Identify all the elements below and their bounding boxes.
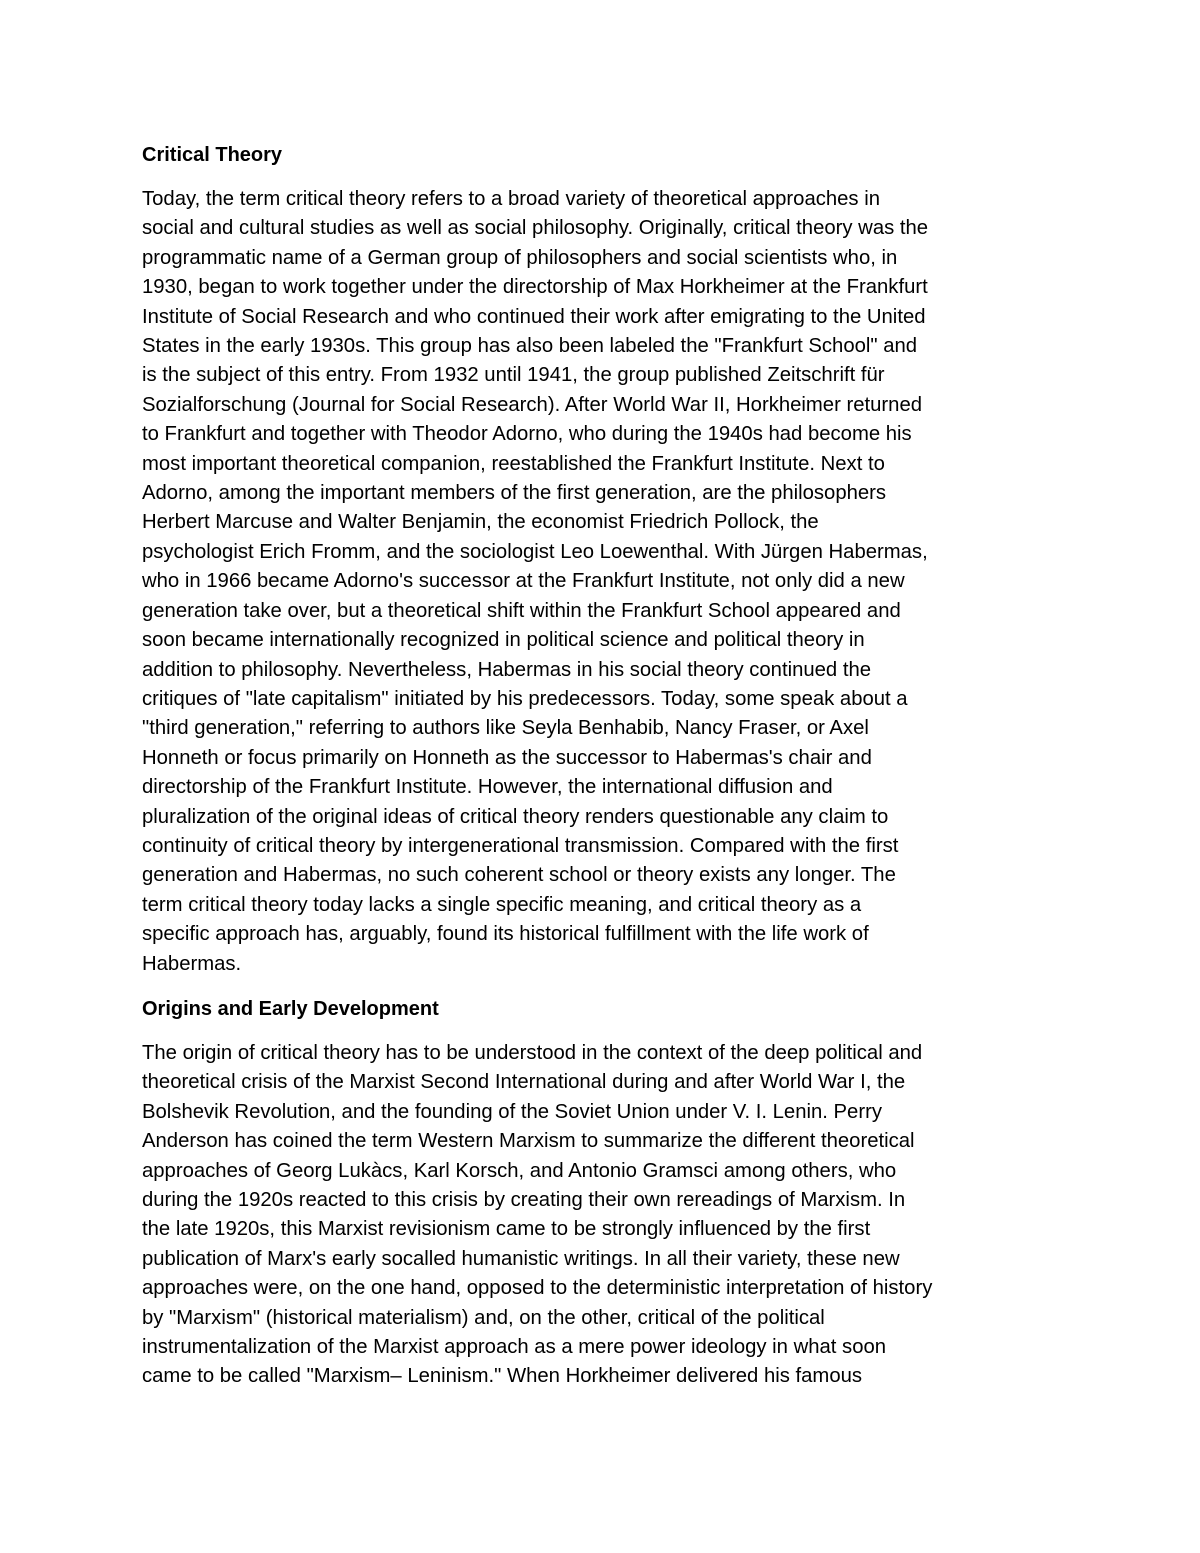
document-page bbox=[142, 139, 1067, 1392]
section-body-origins: The origin of critical theory has to be understood in the context of the deep political and theoretical crisis of the Marxist Second International during and after World War I, the Bolshevik Revolution, and the founding of the Soviet Union under V. I. Lenin. Perry Anderson has coined the term Western Marxism to summarize the different theoretical approaches of Georg Lukàcs, Karl Korsch, and Antonio Gramsci among others, who during the 1920s reacted to this crisis by creating their own rereadings of Marxism. In the late 1920s, this Marxist revisionism came to be strongly influenced by the first publication of Marx's early socalled humanistic writings. In all their variety, these new approaches were, on the one hand, opposed to the deterministic interpretation of history by "Marxism" (historical materialism) and, on the other, critical of the political instrumentalization of the Marxist approach as a mere power ideology in what soon came to be called "Marxism– Leninism." When Horkheimer delivered his famous bbox=[142, 1041, 933, 1388]
section-heading-origins: Origins and Early Development bbox=[142, 997, 439, 1020]
section-body-critical-theory: Today, the term critical theory refers to a broad variety of theoretical approaches in social and cultural studies as well as social philosophy. Originally, critical theory was the programmatic name of a German group of philosophers and social scientists who, in 1930, began to work together under the directorship of Max Horkheimer at the Frankfurt Institute of Social Research and who continued their work after emigrating to the United States in the early 1930s. This group has also been labeled the "Frankfurt School" and is the subject of this entry. From 1932 until 1941, the group published Zeitschrift für Sozialforschung (Journal for Social Research). After World War II, Horkheimer returned to Frankfurt and together with Theodor Adorno, who during the 1940s had become his most important theoretical companion, reestablished the Frankfurt Institute. Next to Adorno, among the important members of the first generation, are the philosophers Herbert Marcuse and Walter Benjamin, the economist Friedrich Pollock, the psychologist Erich Fromm, and the sociologist Leo Loewenthal. With Jürgen Habermas, who in 1966 became Adorno's successor at the Frankfurt Institute, not only did a new generation take over, but a theoretical shift within the Frankfurt School appeared and soon became internationally recognized in political science and political theory in addition to philosophy. Nevertheless, Habermas in his social theory continued the critiques of "late capitalism" initiated by his predecessors. Today, some speak about a "third generation," referring to authors like Seyla Benhabib, Nancy Fraser, or Axel Honneth or focus primarily on Honneth as the successor to Habermas's chair and directorship of the Frankfurt Institute. However, the international diffusion and pluralization of the original ideas of critical theory renders questionable any claim to continuity of critical theory by intergenerational transmission. Compared with the first generation and Habermas, no such coherent school or theory exists any longer. The term critical theory today lacks a single specific meaning, and critical theory as a specific approach has, arguably, found its historical fulfillment with the life work of Habermas. bbox=[142, 188, 929, 975]
section-heading-critical-theory: Critical Theory bbox=[142, 144, 283, 166]
